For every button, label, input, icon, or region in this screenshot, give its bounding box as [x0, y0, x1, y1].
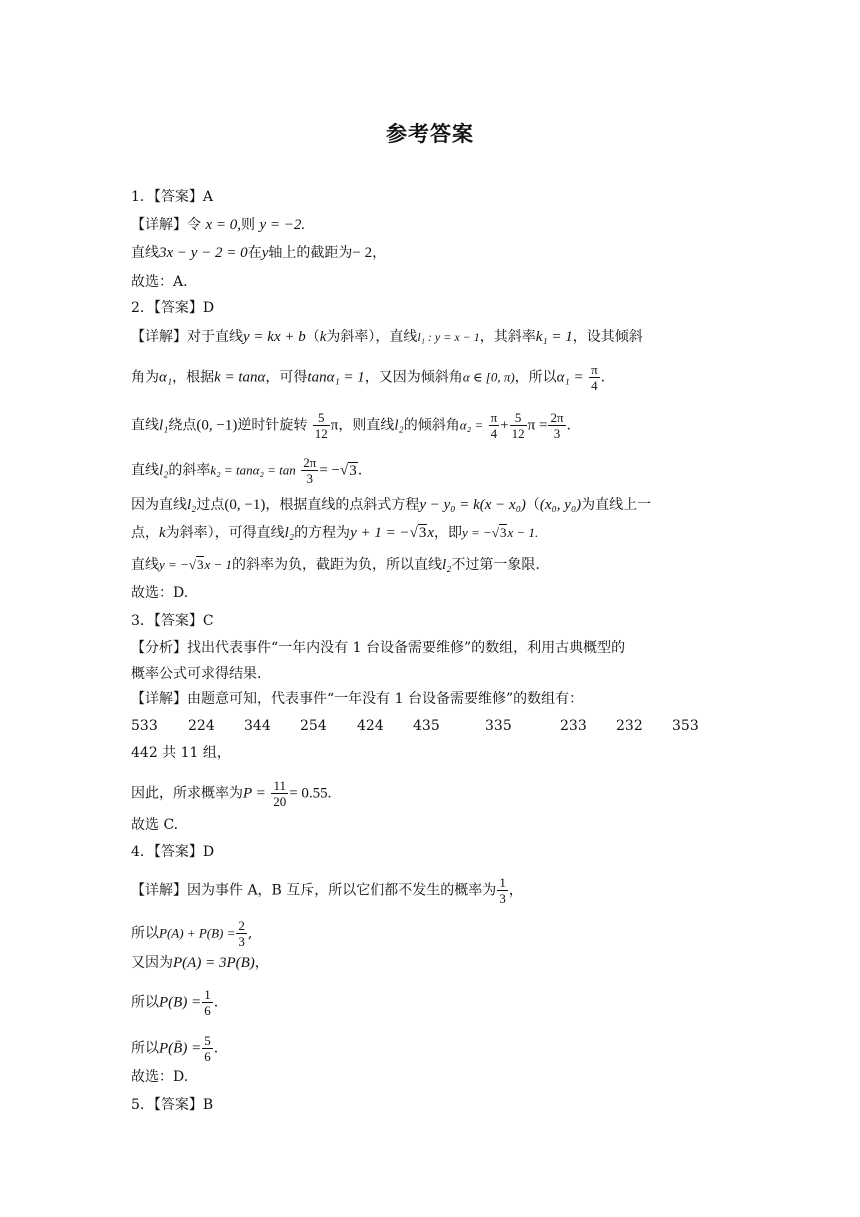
q3-result-frac: [271, 778, 288, 809]
q3-group: 533: [131, 718, 158, 734]
q2-l5-d: （: [525, 497, 540, 513]
q2-l2-e: ，所以: [514, 369, 557, 386]
q2-l4-frac-num: 2π: [303, 455, 317, 470]
q2-l7-b: 的斜率为负，截距为负，所以直线: [232, 557, 443, 573]
q2-l1-c: ，其斜率: [479, 329, 536, 345]
q2-l3-frac2-num: 5: [510, 410, 527, 426]
q4-l5-frac-num: 5: [204, 1033, 211, 1048]
q5-answer-head: 5．【答案】B: [131, 1097, 214, 1113]
q2-l4-eq: k₂ = tanα₂ = tan: [210, 462, 296, 478]
q1-detail-label: 【详解】: [131, 217, 187, 233]
q2-l1-d: ，设其倾斜: [572, 329, 643, 345]
q2-l2-eq2: tanα₁ = 1: [307, 369, 365, 386]
q2-l3-frac1-den: 4: [490, 426, 498, 441]
q4-l2-pre: 所以: [131, 925, 159, 942]
q4-l2-eq: P(A) + P(B) =: [159, 925, 236, 941]
q2-l3-frac1: [489, 410, 500, 441]
q2-line2: [131, 362, 731, 393]
q2-l5-pt2: (x₀, y₀): [539, 497, 582, 513]
q3-result-val: = 0.55.: [289, 785, 332, 802]
q2-l3-frac2: [510, 410, 527, 441]
q4-l4-eq: P(B) =: [159, 994, 202, 1011]
q2-l7-x: x − 1: [204, 557, 233, 572]
q2-l3-e: 的倾斜角: [403, 417, 460, 434]
q2-l3-pt: (0, −1): [196, 417, 238, 434]
q4-l4-frac-den: 6: [204, 1003, 211, 1018]
q3-group: 353: [672, 718, 699, 734]
q2-l3-l2: l₂: [394, 417, 404, 434]
q2-choose: 故选：D.: [131, 585, 189, 601]
q4-line2: [131, 918, 731, 949]
q2-l3-pi: π: [330, 417, 339, 434]
q2-line7: [131, 555, 731, 575]
q2-l7-a: 直线: [131, 557, 159, 573]
q3-group: 344: [244, 718, 271, 734]
q2-l3-pi2: π =: [527, 417, 548, 434]
q2-l3-a: 直线: [131, 417, 159, 434]
q2-l5-eq: y − y₀ = k(x − x₀): [419, 497, 526, 513]
page-title: 参考答案: [386, 122, 474, 146]
q2-l7-c: 不过第一象限.: [451, 557, 540, 573]
q3-result-frac-num: 11: [271, 778, 288, 794]
q2-answer-head: 2．【答案】D: [131, 300, 215, 316]
q1-answer-head: 1．【答案】A: [131, 189, 214, 205]
q1-detail: [131, 215, 731, 235]
q4-l5-frac-den: 6: [204, 1049, 211, 1064]
q2-l1-a: （: [305, 329, 320, 345]
q1-line2-pre: 直线: [131, 245, 159, 261]
q1-line2-y: y: [261, 245, 269, 261]
q4-l4-frac-num: 1: [204, 987, 211, 1002]
q2-l4-end: .: [357, 462, 363, 479]
q2-l4-b: 的斜率: [168, 462, 211, 479]
q4-line5: [131, 1033, 731, 1064]
q2-l4-sqrt-val: 3: [349, 462, 357, 479]
q1-line2: [131, 243, 731, 263]
q2-l3-end: .: [566, 417, 571, 434]
q1-eq2: y = −2.: [259, 217, 306, 233]
q2-l6-eq: y + 1 = −: [350, 525, 410, 541]
q2-l6-d: ，即: [434, 525, 462, 541]
q3-analysis1: 【分析】找出代表事件“一年内没有 1 台设备需要维修”的数组，利用古典概型的: [131, 640, 626, 656]
q3-group: 232: [616, 718, 643, 734]
q2-l5-c: ，根据直线的点斜式方程: [265, 497, 420, 513]
q2-l4-sqrt: √3: [340, 462, 357, 479]
q2-line4: [131, 455, 731, 486]
q3-groups: [131, 716, 731, 736]
q2-l6-x: x: [427, 525, 434, 541]
q4-l2-frac-den: 3: [238, 934, 245, 949]
q4-line1: [131, 875, 731, 906]
q2-l1-pre: 【详解】对于直线: [131, 329, 243, 345]
q2-l6-sqrt2: √3: [491, 525, 507, 540]
q4-l5-pre: 所以: [131, 1040, 159, 1057]
q2-l1-eq: y = kx + b: [243, 329, 306, 345]
q4-l3-pre: 又因为: [131, 955, 173, 971]
q2-l3-c: 逆时针旋转: [237, 417, 308, 434]
q4-l1-frac-den: 3: [499, 891, 506, 906]
q3-group: 424: [357, 718, 384, 734]
q2-l3-eq: α₂ =: [459, 417, 484, 433]
q2-l6-eq2: y = −: [462, 525, 492, 540]
q2-l4-l2: l₂: [159, 462, 169, 479]
q2-l7-sqrt: √3: [188, 557, 204, 572]
q2-l6-sqrt2-val: 3: [499, 525, 507, 540]
q4-l5-frac: [202, 1033, 213, 1064]
q3-group: 435: [413, 718, 440, 734]
q2-l5-b: 过点: [196, 497, 225, 513]
q2-l2-end: .: [600, 369, 606, 386]
q2-l6-sqrt-val: 3: [418, 525, 427, 541]
q1-detail-text: 令: [187, 217, 201, 233]
q2-l1-k1: k₁ = 1: [535, 329, 573, 345]
q2-l2-alpha: α₁: [159, 369, 173, 386]
q3-answer-head: 3．【答案】C: [131, 613, 214, 629]
q4-l5-eq: P(B̄) =: [159, 1040, 202, 1057]
q2-l2-a: 角为: [131, 369, 159, 386]
q2-l3-frac-num: 5: [313, 410, 330, 426]
q2-line6: [131, 523, 731, 543]
q3-last: 442 共 11 组，: [131, 745, 231, 761]
q2-l3-frac2-den: 12: [511, 426, 525, 441]
q2-line5: [131, 495, 731, 515]
q4-l1-frac-num: 1: [499, 875, 506, 890]
q2-l4-eq2: = −: [319, 462, 340, 479]
q2-l5-e: 为直线上一: [581, 497, 652, 513]
q2-l5-l2: l₂: [187, 497, 197, 513]
q2-l6-c: 的方程为: [294, 525, 351, 541]
q2-l5-a: 因为直线: [131, 497, 187, 513]
q2-l7-sqrt-val: 3: [196, 557, 204, 572]
q4-l3-eq: P(A) = 3P(B): [173, 955, 255, 971]
q2-l3-frac1-num: π: [490, 410, 498, 425]
q4-l4-pre: 所以: [131, 994, 159, 1011]
q2-line3: [131, 410, 731, 441]
q1-line2-mid: 在: [247, 245, 262, 261]
q2-l4-frac: [301, 455, 318, 486]
q3-group: 224: [188, 718, 215, 734]
q1-line2-end: ，: [372, 245, 387, 261]
q3-result-frac-den: 20: [273, 794, 287, 809]
q2-line1: [131, 327, 731, 347]
q4-l2-frac: [236, 918, 247, 949]
q2-l3-frac: [313, 410, 330, 441]
q2-l3-b: 绕点: [168, 417, 197, 434]
q2-l6-k: k: [159, 525, 166, 541]
q2-l3-frac-den: 12: [314, 426, 328, 441]
q1-then: 则: [240, 217, 255, 233]
q3-group: 335: [485, 718, 512, 734]
q3-result-p: P =: [243, 785, 266, 802]
q2-l3-d: ，则直线: [338, 417, 395, 434]
q3-analysis2: 概率公式可求得结果.: [131, 666, 262, 682]
q2-l3-frac3-den: 3: [553, 426, 561, 441]
q2-l2-b: ，根据: [172, 369, 215, 386]
q4-choose: 故选：D.: [131, 1069, 189, 1085]
q4-l1-frac: [497, 875, 508, 906]
q2-l6-sqrt: √3: [409, 525, 427, 541]
q2-l2-frac: [589, 362, 600, 393]
q2-l3-frac3-num: 2π: [550, 410, 564, 425]
q4-l1-end: ，: [508, 882, 523, 899]
q2-l6-a: 点，: [131, 525, 159, 541]
q2-l1-b: 为斜率），直线: [326, 329, 418, 345]
q3-choose: 故选 C.: [131, 817, 179, 833]
q4-l3-end: ，: [254, 955, 269, 971]
q1-line2-val: − 2: [352, 245, 373, 261]
q2-l3-frac3: [548, 410, 565, 441]
q2-l4-a: 直线: [131, 462, 159, 479]
q2-l2-frac-num: π: [591, 362, 598, 377]
q4-answer-head: 4．【答案】D: [131, 844, 215, 860]
q2-l4-frac-den: 3: [306, 471, 314, 486]
q2-l6-b: 为斜率），可得直线: [165, 525, 285, 541]
q2-l3-plus: +: [500, 417, 509, 434]
q2-l2-res: α₁ =: [556, 369, 584, 386]
q4-line3: [131, 953, 731, 973]
q2-l5-pt: (0, −1): [224, 497, 266, 513]
q2-l2-c: ，可得: [265, 369, 308, 386]
q2-l1-line: l₁ : y = x − 1: [417, 330, 480, 344]
q2-l2-range: α ∈ [0, π): [462, 369, 515, 385]
q2-l3-l1: l₁: [159, 417, 169, 434]
q2-l2-eq: k = tanα: [214, 369, 266, 386]
q4-l4-frac: [202, 987, 213, 1018]
q2-l7-eq: y = −: [159, 557, 189, 572]
q1-choose: 故选：A.: [131, 274, 188, 290]
q2-l7-l2: l₂: [442, 557, 452, 573]
q2-l1-k: k: [319, 329, 327, 345]
q4-l1: 【详解】因为事件 A，B 互斥，所以它们都不发生的概率为: [131, 882, 497, 899]
q1-line2-eq: 3x − y − 2 = 0: [159, 245, 248, 261]
q2-l6-x2: x − 1.: [507, 525, 539, 540]
q4-line4: [131, 987, 731, 1018]
q3-group: 254: [300, 718, 327, 734]
q3-result: [131, 778, 731, 809]
q2-l6-l2: l₂: [284, 525, 295, 541]
q4-l2-frac-num: 2: [238, 918, 245, 933]
q2-l2-frac-den: 4: [591, 378, 598, 393]
q4-l2-end: ,: [247, 925, 253, 942]
q3-group: 233: [560, 718, 587, 734]
q4-l4-end: .: [213, 994, 219, 1011]
q4-l5-end: .: [213, 1040, 219, 1057]
q3-detail: 【详解】由题意可知，代表事件“一年没有 1 台设备需要维修”的数组有：: [131, 691, 584, 707]
q1-line2-post: 轴上的截距为: [268, 245, 353, 261]
q2-l2-d: ，又因为倾斜角: [364, 369, 463, 386]
q1-eq1: x = 0,: [205, 217, 241, 233]
q3-result-pre: 因此，所求概率为: [131, 785, 243, 802]
